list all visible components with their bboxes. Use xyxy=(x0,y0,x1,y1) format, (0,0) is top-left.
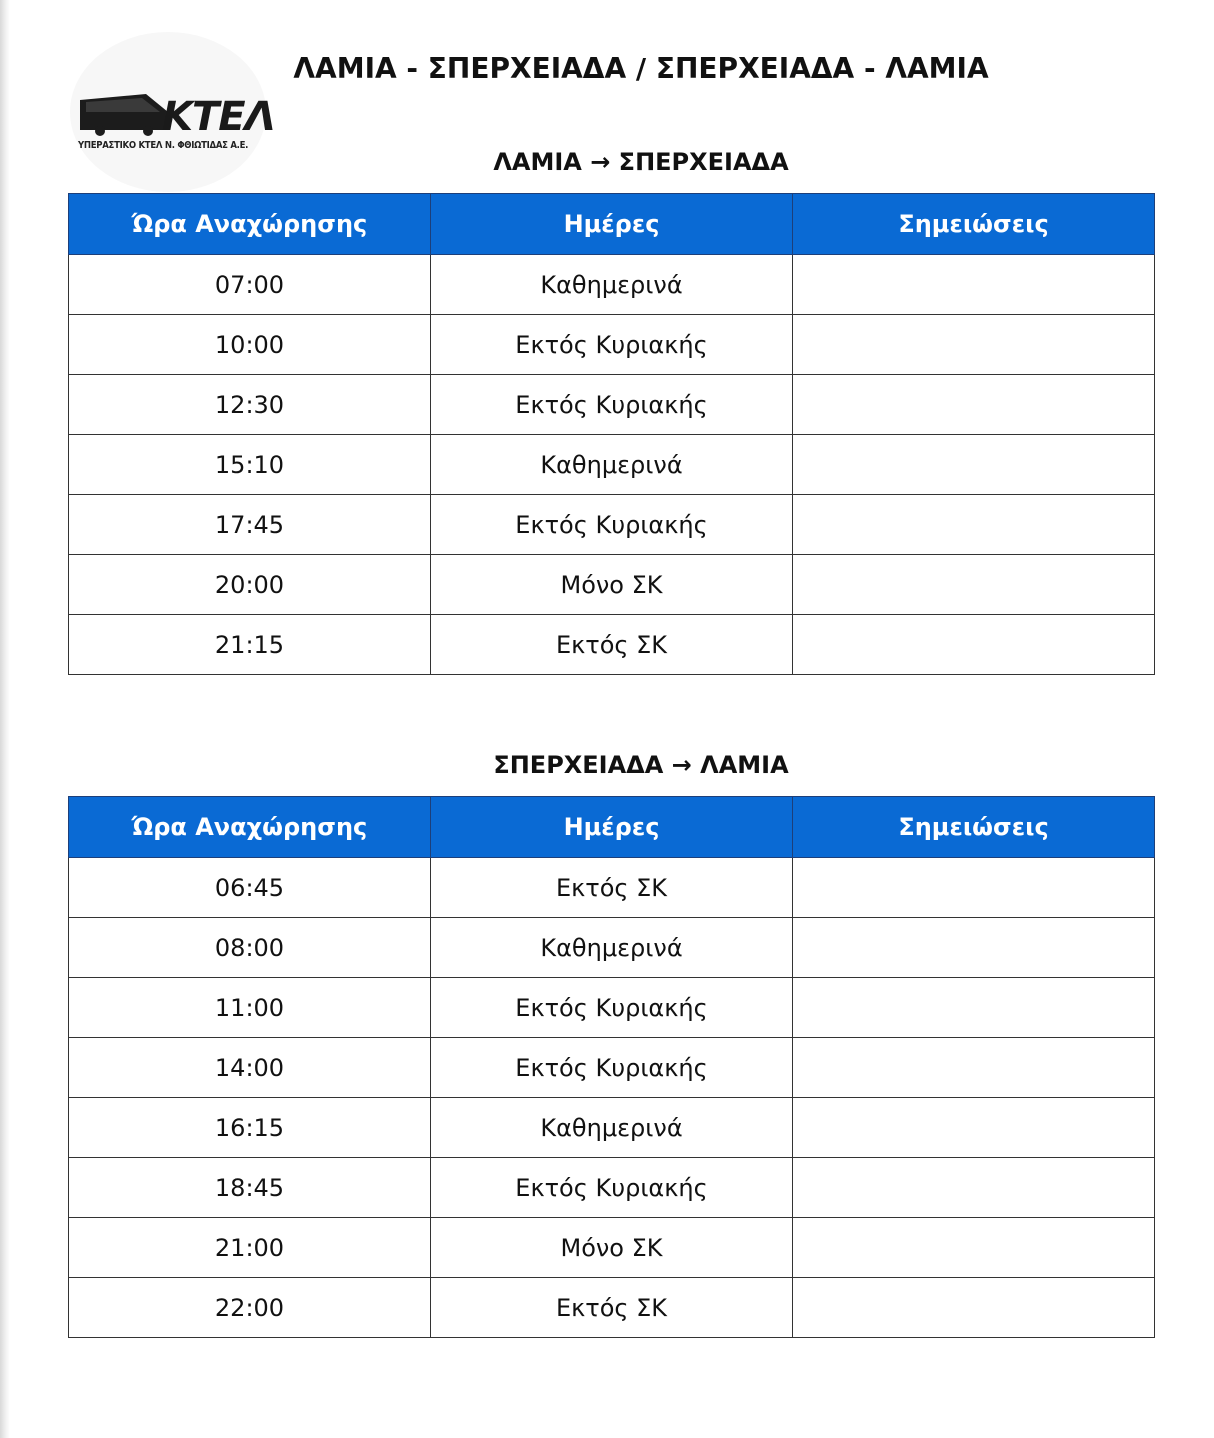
days: Εκτός Κυριακής xyxy=(431,375,793,435)
days: Καθημερινά xyxy=(431,918,793,978)
logo-name: ΚΤΕΛ xyxy=(162,94,275,140)
departure-time: 14:00 xyxy=(69,1038,431,1098)
bus-icon xyxy=(76,90,176,138)
days: Εκτός Κυριακής xyxy=(431,1158,793,1218)
return-schedule-table xyxy=(68,796,1155,1338)
table-header-row xyxy=(69,194,1155,255)
table-row xyxy=(69,375,1155,435)
page-left-edge xyxy=(0,0,10,1438)
notes xyxy=(793,1038,1155,1098)
column-header-days: Ημέρες xyxy=(431,194,793,255)
departure-time: 18:45 xyxy=(69,1158,431,1218)
return-section-title: ΣΠΕΡΧΕΙΑΔΑ → ΛΑΜΙΑ xyxy=(493,751,789,779)
days: Εκτός ΣΚ xyxy=(431,858,793,918)
notes xyxy=(793,978,1155,1038)
days: Εκτός ΣΚ xyxy=(431,1278,793,1338)
notes xyxy=(793,255,1155,315)
table-row xyxy=(69,435,1155,495)
days: Καθημερινά xyxy=(431,1098,793,1158)
outbound-schedule-table xyxy=(68,193,1155,675)
table-row xyxy=(69,615,1155,675)
days: Εκτός Κυριακής xyxy=(431,315,793,375)
table-row xyxy=(69,1278,1155,1338)
days: Μόνο ΣΚ xyxy=(431,555,793,615)
departure-time: 21:00 xyxy=(69,1218,431,1278)
table-header-row xyxy=(69,797,1155,858)
departure-time: 12:30 xyxy=(69,375,431,435)
column-header-time: Ώρα Αναχώρησης xyxy=(69,797,431,858)
departure-time: 07:00 xyxy=(69,255,431,315)
notes xyxy=(793,435,1155,495)
departure-time: 08:00 xyxy=(69,918,431,978)
notes xyxy=(793,1158,1155,1218)
table-row xyxy=(69,555,1155,615)
table-row xyxy=(69,1158,1155,1218)
table-row xyxy=(69,978,1155,1038)
notes xyxy=(793,315,1155,375)
table-row xyxy=(69,315,1155,375)
departure-time: 16:15 xyxy=(69,1098,431,1158)
days: Εκτός Κυριακής xyxy=(431,495,793,555)
logo-subtitle: ΥΠΕΡΑΣΤΙΚΟ ΚΤΕΛ Ν. ΦΘΙΩΤΙΔΑΣ Α.Ε. xyxy=(78,140,249,151)
departure-time: 22:00 xyxy=(69,1278,431,1338)
notes xyxy=(793,615,1155,675)
days: Μόνο ΣΚ xyxy=(431,1218,793,1278)
days: Εκτός ΣΚ xyxy=(431,615,793,675)
departure-time: 11:00 xyxy=(69,978,431,1038)
departure-time: 15:10 xyxy=(69,435,431,495)
departure-time: 06:45 xyxy=(69,858,431,918)
notes xyxy=(793,495,1155,555)
table-row xyxy=(69,1098,1155,1158)
days: Καθημερινά xyxy=(431,255,793,315)
table-row xyxy=(69,918,1155,978)
notes xyxy=(793,1278,1155,1338)
departure-time: 20:00 xyxy=(69,555,431,615)
table-row xyxy=(69,255,1155,315)
departure-time: 17:45 xyxy=(69,495,431,555)
table-row xyxy=(69,495,1155,555)
notes xyxy=(793,555,1155,615)
days: Εκτός Κυριακής xyxy=(431,1038,793,1098)
notes xyxy=(793,918,1155,978)
column-header-notes: Σημειώσεις xyxy=(793,797,1155,858)
notes xyxy=(793,375,1155,435)
table-row xyxy=(69,1038,1155,1098)
page-title: ΛΑΜΙΑ - ΣΠΕΡΧΕΙΑΔΑ / ΣΠΕΡΧΕΙΑΔΑ - ΛΑΜΙΑ xyxy=(293,52,989,85)
departure-time: 21:15 xyxy=(69,615,431,675)
outbound-section-title: ΛΑΜΙΑ → ΣΠΕΡΧΕΙΑΔΑ xyxy=(493,148,789,176)
notes xyxy=(793,858,1155,918)
table-row xyxy=(69,1218,1155,1278)
table-row xyxy=(69,858,1155,918)
notes xyxy=(793,1218,1155,1278)
column-header-notes: Σημειώσεις xyxy=(793,194,1155,255)
days: Εκτός Κυριακής xyxy=(431,978,793,1038)
notes xyxy=(793,1098,1155,1158)
column-header-time: Ώρα Αναχώρησης xyxy=(69,194,431,255)
departure-time: 10:00 xyxy=(69,315,431,375)
days: Καθημερινά xyxy=(431,435,793,495)
column-header-days: Ημέρες xyxy=(431,797,793,858)
